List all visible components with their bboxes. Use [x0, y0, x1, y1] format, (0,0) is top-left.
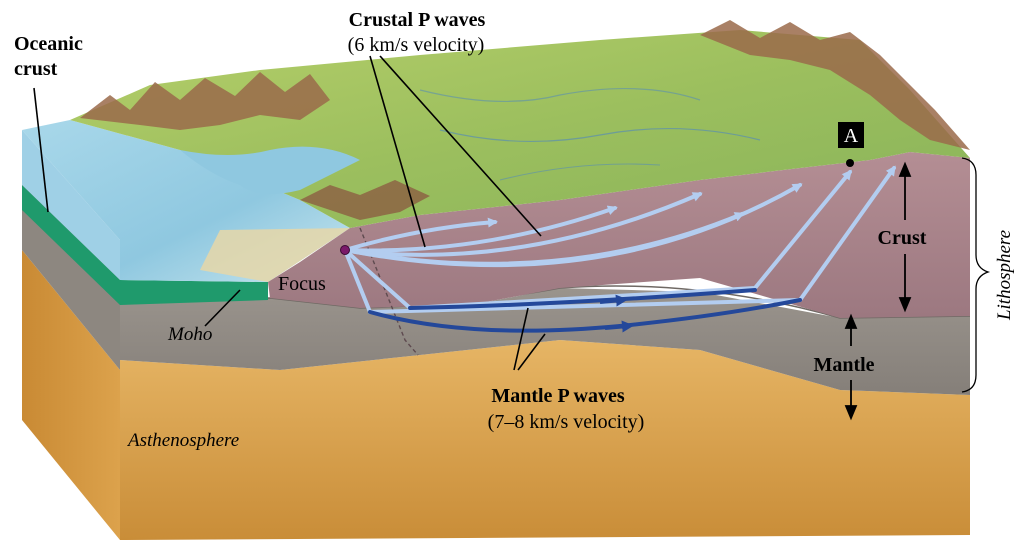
- crustal-p-waves-velocity: (6 km/s velocity): [347, 34, 485, 56]
- moho-label: Moho: [168, 324, 213, 345]
- mantle-label: Mantle: [813, 354, 875, 376]
- mantle-arrow-2: [605, 326, 628, 328]
- crust-label: Crust: [877, 227, 927, 249]
- mantle-arrow-1: [600, 300, 622, 302]
- asthenosphere-label: Asthenosphere: [128, 430, 240, 451]
- focus-point: [341, 246, 350, 255]
- station-a-label: A: [843, 125, 859, 147]
- station-a-dot: [846, 159, 854, 167]
- focus-label: Focus: [278, 273, 326, 295]
- mantle-p-waves-title: Mantle P waves: [491, 385, 625, 407]
- oceanic-crust-label: Oceanic: [14, 33, 83, 55]
- oceanic-crust-label-2: crust: [14, 58, 58, 80]
- mantle-p-waves-velocity: (7–8 km/s velocity): [487, 411, 645, 433]
- lithosphere-label: Lithosphere: [994, 229, 1015, 321]
- crustal-p-waves-title: Crustal P waves: [348, 9, 486, 31]
